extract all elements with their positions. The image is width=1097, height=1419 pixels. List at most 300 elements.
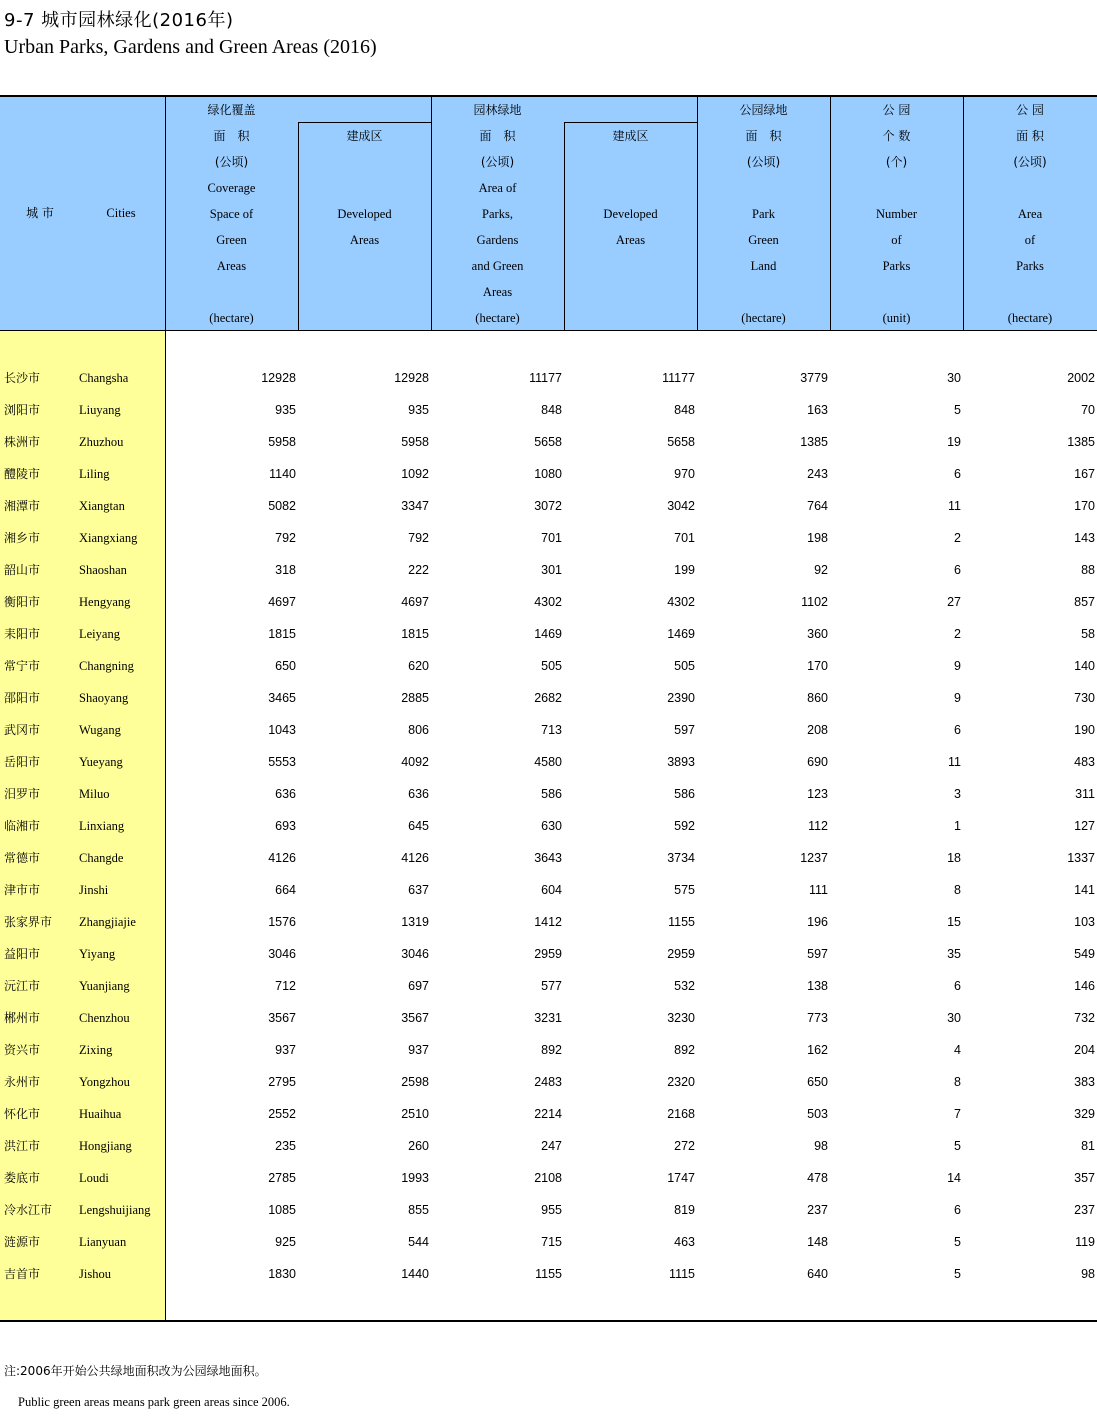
column-header-line — [298, 279, 431, 305]
table-cell-value: 3046 — [401, 947, 429, 961]
table-cell-value: 650 — [275, 659, 296, 673]
table-cell-value: 163 — [807, 403, 828, 417]
table-cell-value: 3893 — [667, 755, 695, 769]
table-cell-value: 3231 — [534, 1011, 562, 1025]
table-cell-value: 1815 — [268, 627, 296, 641]
table-row — [0, 714, 1097, 746]
column-header-line: Areas — [482, 285, 513, 299]
table-cell-value: 857 — [1074, 595, 1095, 609]
column-header-line — [963, 279, 1097, 305]
table-cell-value: 549 — [1074, 947, 1095, 961]
city-name-cn: 怀化市 — [4, 1107, 41, 1121]
table-cell-value: 58 — [1081, 627, 1095, 641]
table-cell-value: 5553 — [268, 755, 296, 769]
city-name-cn: 株洲市 — [4, 435, 41, 449]
column-header-line: of — [1024, 233, 1036, 247]
column-header-line: Park — [752, 207, 775, 221]
column-header — [697, 123, 830, 331]
column-header-line: Parks — [882, 259, 911, 273]
table-cell-value: 1576 — [268, 915, 296, 929]
table-cell-value: 3230 — [667, 1011, 695, 1025]
table-cell-value: 5082 — [268, 499, 296, 513]
table-cell-value: 505 — [674, 659, 695, 673]
table-cell-value: 860 — [807, 691, 828, 705]
table-cell-value: 3779 — [800, 371, 828, 385]
table-cell-value: 14 — [947, 1171, 961, 1185]
table-row — [0, 746, 1097, 778]
table-cell-value: 1092 — [401, 467, 429, 481]
table-cell-value: 3046 — [268, 947, 296, 961]
column-header-line: Areas — [216, 259, 247, 273]
table-row — [0, 1130, 1097, 1162]
table-cell-value: 713 — [541, 723, 562, 737]
table-row — [0, 362, 1097, 394]
column-header — [165, 123, 298, 331]
table-cell-value: 1155 — [668, 915, 695, 929]
table-cell-value: 140 — [1074, 659, 1095, 673]
column-header-line — [298, 175, 431, 201]
city-name-cn: 湘潭市 — [4, 499, 41, 513]
city-name-en: Zhuzhou — [79, 435, 124, 449]
city-name-en: Xiangxiang — [79, 531, 138, 545]
city-name-en: Liuyang — [79, 403, 121, 417]
column-header-line — [564, 175, 697, 201]
column-header-line: (hectare) — [209, 311, 254, 325]
table-cell-value: 1043 — [268, 723, 296, 737]
table-cell-value: 1469 — [667, 627, 695, 641]
table-cell-value: 604 — [541, 883, 562, 897]
city-name-en: Lianyuan — [79, 1235, 127, 1249]
table-cell-value: 2002 — [1067, 371, 1095, 385]
city-name-cn: 耒阳市 — [4, 627, 41, 641]
table-cell-value: 2483 — [534, 1075, 562, 1089]
table-cell-value: 3347 — [401, 499, 429, 513]
column-header-line: Areas — [349, 233, 380, 247]
table-cell-value: 4697 — [401, 595, 429, 609]
table-cell-value: 577 — [541, 979, 562, 993]
table-cell-value: 4697 — [268, 595, 296, 609]
city-name-en: Hengyang — [79, 595, 131, 609]
table-cell-value: 586 — [674, 787, 695, 801]
column-header — [830, 123, 963, 331]
table-cell-value: 9 — [954, 691, 961, 705]
table-cell-value: 311 — [1075, 787, 1095, 801]
table-cell-value: 848 — [541, 403, 562, 417]
table-cell-value: 1385 — [1067, 435, 1095, 449]
table-cell-value: 138 — [807, 979, 828, 993]
table-cell-value: 123 — [807, 787, 828, 801]
city-name-cn: 汨罗市 — [4, 787, 41, 801]
table-cell-value: 235 — [275, 1139, 296, 1153]
column-header-line: Area of — [478, 181, 517, 195]
table-cell-value: 5658 — [534, 435, 562, 449]
table-cell-value: 2390 — [667, 691, 695, 705]
table-cell-value: 2785 — [268, 1171, 296, 1185]
city-name-en: Yueyang — [79, 755, 123, 769]
table-cell-value: 4092 — [401, 755, 429, 769]
table-cell-value: 2 — [954, 531, 961, 545]
table-cell-value: 732 — [1074, 1011, 1095, 1025]
column-header-line: Coverage — [207, 181, 256, 195]
table-row — [0, 1162, 1097, 1194]
city-name-cn: 津市市 — [4, 883, 41, 897]
table-cell-value: 11177 — [662, 371, 695, 385]
table-bottom-rule — [0, 1320, 1097, 1322]
table-cell-value: 148 — [807, 1235, 828, 1249]
table-cell-value: 5958 — [401, 435, 429, 449]
table-cell-value: 1993 — [401, 1171, 429, 1185]
table-row — [0, 874, 1097, 906]
column-header-line: 建成区 — [612, 129, 649, 143]
table-cell-value: 247 — [541, 1139, 562, 1153]
table-cell-value: 199 — [674, 563, 695, 577]
table-cell-value: 146 — [1074, 979, 1095, 993]
table-cell-value: 693 — [275, 819, 296, 833]
column-header — [564, 123, 697, 331]
table-cell-value: 6 — [954, 979, 961, 993]
table-cell-value: 119 — [1075, 1235, 1095, 1249]
table-row — [0, 1034, 1097, 1066]
table-cell-value: 260 — [408, 1139, 429, 1153]
table-cell-value: 6 — [954, 723, 961, 737]
table-cell-value: 701 — [541, 531, 562, 545]
table-row — [0, 1002, 1097, 1034]
column-header-line: 个 数 — [882, 129, 911, 143]
table-row — [0, 522, 1097, 554]
city-name-cn: 湘乡市 — [4, 531, 41, 545]
table-cell-value: 9 — [954, 659, 961, 673]
table-cell-value: 2682 — [534, 691, 562, 705]
column-header-line — [564, 279, 697, 305]
table-cell-value: 5 — [954, 1267, 961, 1281]
city-name-cn: 醴陵市 — [4, 467, 41, 481]
column-header — [298, 123, 431, 331]
column-header-line — [830, 279, 963, 305]
table-cell-value: 650 — [807, 1075, 828, 1089]
table-cell-value: 30 — [947, 1011, 961, 1025]
table-cell-value: 18 — [947, 851, 961, 865]
table-cell-value: 92 — [814, 563, 828, 577]
table-cell-value: 2959 — [667, 947, 695, 961]
table-cell-value: 30 — [947, 371, 961, 385]
city-name-en: Changde — [79, 851, 124, 865]
table-cell-value: 8 — [954, 883, 961, 897]
table-cell-value: 855 — [408, 1203, 429, 1217]
table-cell-value: 5658 — [667, 435, 695, 449]
column-header-line — [830, 175, 963, 201]
city-name-en: Hongjiang — [79, 1139, 132, 1153]
table-cell-value: 637 — [408, 883, 429, 897]
column-header-line: Number — [876, 207, 917, 221]
table-cell-value: 222 — [408, 563, 429, 577]
table-cell-value: 12928 — [394, 371, 429, 385]
table-cell-value: 162 — [807, 1043, 828, 1057]
table-cell-value: 4126 — [401, 851, 429, 865]
city-name-cn: 涟源市 — [4, 1235, 41, 1249]
table-cell-value: 575 — [674, 883, 695, 897]
table-cell-value: 937 — [408, 1043, 429, 1057]
table-cell-value: 955 — [541, 1203, 562, 1217]
column-header-line: of — [891, 233, 902, 247]
table-cell-value: 2959 — [534, 947, 562, 961]
city-name-en: Wugang — [79, 723, 121, 737]
table-cell-value: 597 — [807, 947, 828, 961]
city-name-en: Chenzhou — [79, 1011, 130, 1025]
column-header-line: Land — [750, 259, 777, 273]
table-cell-value: 1085 — [268, 1203, 296, 1217]
city-name-en: Changning — [79, 659, 134, 673]
table-row — [0, 426, 1097, 458]
table-cell-value: 1319 — [401, 915, 429, 929]
table-cell-value: 1440 — [401, 1267, 429, 1281]
table-row — [0, 618, 1097, 650]
table-row — [0, 1066, 1097, 1098]
city-name-en: Zixing — [79, 1043, 113, 1057]
column-header-line: 面 积 — [1016, 129, 1044, 143]
city-name-en: Jinshi — [79, 883, 109, 897]
column-header-line: (公顷) — [214, 155, 249, 169]
table-cell-value: 2320 — [667, 1075, 695, 1089]
table-cell-value: 237 — [1074, 1203, 1095, 1217]
column-header — [963, 123, 1097, 331]
city-name-cn: 浏阳市 — [4, 403, 41, 417]
table-cell-value: 1830 — [268, 1267, 296, 1281]
city-name-en: Zhangjiajie — [79, 915, 136, 929]
column-header-line: Parks, — [482, 207, 513, 221]
column-header-line — [298, 253, 431, 279]
column-header-line: Gardens — [476, 233, 519, 247]
city-name-cn: 吉首市 — [4, 1267, 41, 1281]
city-name-cn: 衡阳市 — [4, 595, 41, 609]
table-cell-value: 730 — [1074, 691, 1095, 705]
table-cell-value: 792 — [275, 531, 296, 545]
table-row — [0, 810, 1097, 842]
table-cell-value: 645 — [408, 819, 429, 833]
data-table — [0, 95, 1097, 1323]
table-cell-value: 5958 — [268, 435, 296, 449]
stub-header-cn: 城 市 — [26, 206, 54, 220]
table-cell-value: 272 — [674, 1139, 695, 1153]
column-header-line: (hectare) — [741, 311, 786, 325]
table-cell-value: 167 — [1074, 467, 1095, 481]
table-cell-value: 819 — [674, 1203, 695, 1217]
table-cell-value: 6 — [954, 467, 961, 481]
table-cell-value: 5 — [954, 1235, 961, 1249]
city-name-cn: 洪江市 — [4, 1139, 41, 1153]
table-cell-value: 329 — [1074, 1107, 1095, 1121]
table-cell-value: 5 — [954, 1139, 961, 1153]
table-cell-value: 640 — [807, 1267, 828, 1281]
table-cell-value: 103 — [1074, 915, 1095, 929]
city-name-en: Leiyang — [79, 627, 120, 641]
table-cell-value: 19 — [947, 435, 961, 449]
table-cell-value: 301 — [541, 563, 562, 577]
column-header-line: (公顷) — [746, 155, 781, 169]
table-cell-value: 1237 — [800, 851, 828, 865]
table-cell-value: 143 — [1074, 531, 1095, 545]
table-cell-value: 937 — [275, 1043, 296, 1057]
footnote-chinese: 注:2006年开始公共绿地面积改为公园绿地面积。 — [4, 1364, 267, 1378]
table-cell-value: 532 — [674, 979, 695, 993]
table-cell-value: 935 — [275, 403, 296, 417]
column-header-line — [697, 279, 830, 305]
city-name-en: Jishou — [79, 1267, 111, 1281]
column-header-line: Green — [216, 233, 247, 247]
table-cell-value: 35 — [947, 947, 961, 961]
table-cell-value: 8 — [954, 1075, 961, 1089]
table-cell-value: 697 — [408, 979, 429, 993]
table-cell-value: 1 — [954, 819, 961, 833]
table-cell-value: 848 — [674, 403, 695, 417]
table-cell-value: 6 — [954, 563, 961, 577]
city-name-en: Linxiang — [79, 819, 125, 833]
table-cell-value: 88 — [1081, 563, 1095, 577]
column-header-line: Space of — [209, 207, 254, 221]
group-greening: 绿化覆盖 — [207, 103, 256, 117]
column-header-line: 面 积 — [213, 129, 250, 143]
column-header-line — [298, 305, 431, 331]
table-cell-value: 4302 — [534, 595, 562, 609]
city-name-en: Shaoyang — [79, 691, 129, 705]
table-cell-value: 664 — [275, 883, 296, 897]
table-cell-value: 925 — [275, 1235, 296, 1249]
table-cell-value: 3042 — [667, 499, 695, 513]
table-row — [0, 938, 1097, 970]
column-header-line: (hectare) — [475, 311, 520, 325]
table-cell-value: 170 — [807, 659, 828, 673]
table-row — [0, 650, 1097, 682]
column-header-line: (unit) — [882, 311, 911, 325]
table-cell-value: 383 — [1074, 1075, 1095, 1089]
table-cell-value: 4302 — [667, 595, 695, 609]
table-row — [0, 394, 1097, 426]
table-cell-value: 190 — [1074, 723, 1095, 737]
table-cell-value: 12928 — [261, 371, 296, 385]
city-name-en: Yuanjiang — [79, 979, 130, 993]
table-cell-value: 15 — [947, 915, 961, 929]
table-row — [0, 778, 1097, 810]
table-cell-value: 1469 — [534, 627, 562, 641]
table-cell-value: 2214 — [534, 1107, 562, 1121]
table-row — [0, 458, 1097, 490]
table-cell-value: 636 — [275, 787, 296, 801]
table-cell-value: 630 — [541, 819, 562, 833]
table-cell-value: 27 — [947, 595, 961, 609]
table-cell-value: 112 — [808, 819, 828, 833]
table-cell-value: 1412 — [534, 915, 562, 929]
city-name-cn: 永州市 — [4, 1075, 41, 1089]
city-name-en: Yongzhou — [79, 1075, 130, 1089]
table-cell-value: 690 — [807, 755, 828, 769]
group-park-green: 公园绿地 — [739, 103, 788, 117]
city-name-cn: 邵阳市 — [4, 691, 41, 705]
table-cell-value: 2795 — [268, 1075, 296, 1089]
table-cell-value: 2598 — [401, 1075, 429, 1089]
table-cell-value: 1155 — [535, 1267, 562, 1281]
city-name-cn: 娄底市 — [4, 1171, 41, 1185]
table-cell-value: 360 — [807, 627, 828, 641]
table-cell-value: 1337 — [1067, 851, 1095, 865]
column-header-line: Areas — [615, 233, 646, 247]
table-row — [0, 1258, 1097, 1290]
table-cell-value: 11 — [948, 499, 961, 513]
city-name-cn: 常宁市 — [4, 659, 41, 673]
table-cell-value: 170 — [1074, 499, 1095, 513]
table-cell-value: 111 — [808, 883, 828, 897]
table-cell-value: 1102 — [801, 595, 828, 609]
table-cell-value: 592 — [674, 819, 695, 833]
table-row — [0, 1194, 1097, 1226]
table-cell-value: 764 — [807, 499, 828, 513]
table-cell-value: 3567 — [268, 1011, 296, 1025]
column-header-line: Area — [1017, 207, 1043, 221]
table-row — [0, 906, 1097, 938]
table-cell-value: 463 — [674, 1235, 695, 1249]
table-cell-value: 892 — [541, 1043, 562, 1057]
table-cell-value: 586 — [541, 787, 562, 801]
table-cell-value: 5 — [954, 403, 961, 417]
city-name-en: Changsha — [79, 371, 129, 385]
table-cell-value: 141 — [1074, 883, 1095, 897]
table-cell-value: 2885 — [401, 691, 429, 705]
table-row — [0, 1098, 1097, 1130]
city-name-cn: 长沙市 — [4, 371, 41, 385]
table-cell-value: 483 — [1074, 755, 1095, 769]
table-cell-value: 11177 — [529, 371, 562, 385]
column-header-line — [963, 175, 1097, 201]
table-cell-value: 792 — [408, 531, 429, 545]
table-row — [0, 842, 1097, 874]
table-row — [0, 586, 1097, 618]
city-name-cn: 岳阳市 — [4, 755, 41, 769]
table-cell-value: 773 — [807, 1011, 828, 1025]
column-header-line — [564, 305, 697, 331]
column-header-line: Developed — [603, 207, 658, 221]
table-cell-value: 81 — [1081, 1139, 1095, 1153]
city-name-en: Xiangtan — [79, 499, 125, 513]
city-name-cn: 张家界市 — [4, 915, 53, 929]
table-cell-value: 3567 — [401, 1011, 429, 1025]
city-name-en: Yiyang — [79, 947, 116, 961]
group-park-count: 公 园 — [882, 103, 911, 117]
table-row — [0, 682, 1097, 714]
table-cell-value: 237 — [807, 1203, 828, 1217]
city-name-cn: 韶山市 — [4, 563, 41, 577]
table-cell-value: 7 — [954, 1107, 961, 1121]
table-cell-value: 806 — [408, 723, 429, 737]
city-name-cn: 益阳市 — [4, 947, 41, 961]
title-english: Urban Parks, Gardens and Green Areas (2016) — [4, 36, 377, 58]
table-cell-value: 204 — [1074, 1043, 1095, 1057]
table-cell-value: 620 — [408, 659, 429, 673]
table-cell-value: 3465 — [268, 691, 296, 705]
column-header-line: (个) — [885, 155, 908, 169]
table-cell-value: 98 — [814, 1139, 828, 1153]
column-header-line: 建成区 — [346, 129, 383, 143]
table-cell-value: 892 — [674, 1043, 695, 1057]
table-cell-value: 357 — [1074, 1171, 1095, 1185]
column-header-line: Green — [748, 233, 779, 247]
table-cell-value: 1815 — [401, 627, 429, 641]
column-header-line: (公顷) — [1013, 155, 1047, 169]
column-header-line: and Green — [471, 259, 524, 273]
city-name-en: Loudi — [79, 1171, 109, 1185]
table-row — [0, 970, 1097, 1002]
column-header-line: (公顷) — [480, 155, 515, 169]
table-cell-value: 1385 — [800, 435, 828, 449]
table-cell-value: 1747 — [667, 1171, 695, 1185]
table-cell-value: 3643 — [534, 851, 562, 865]
